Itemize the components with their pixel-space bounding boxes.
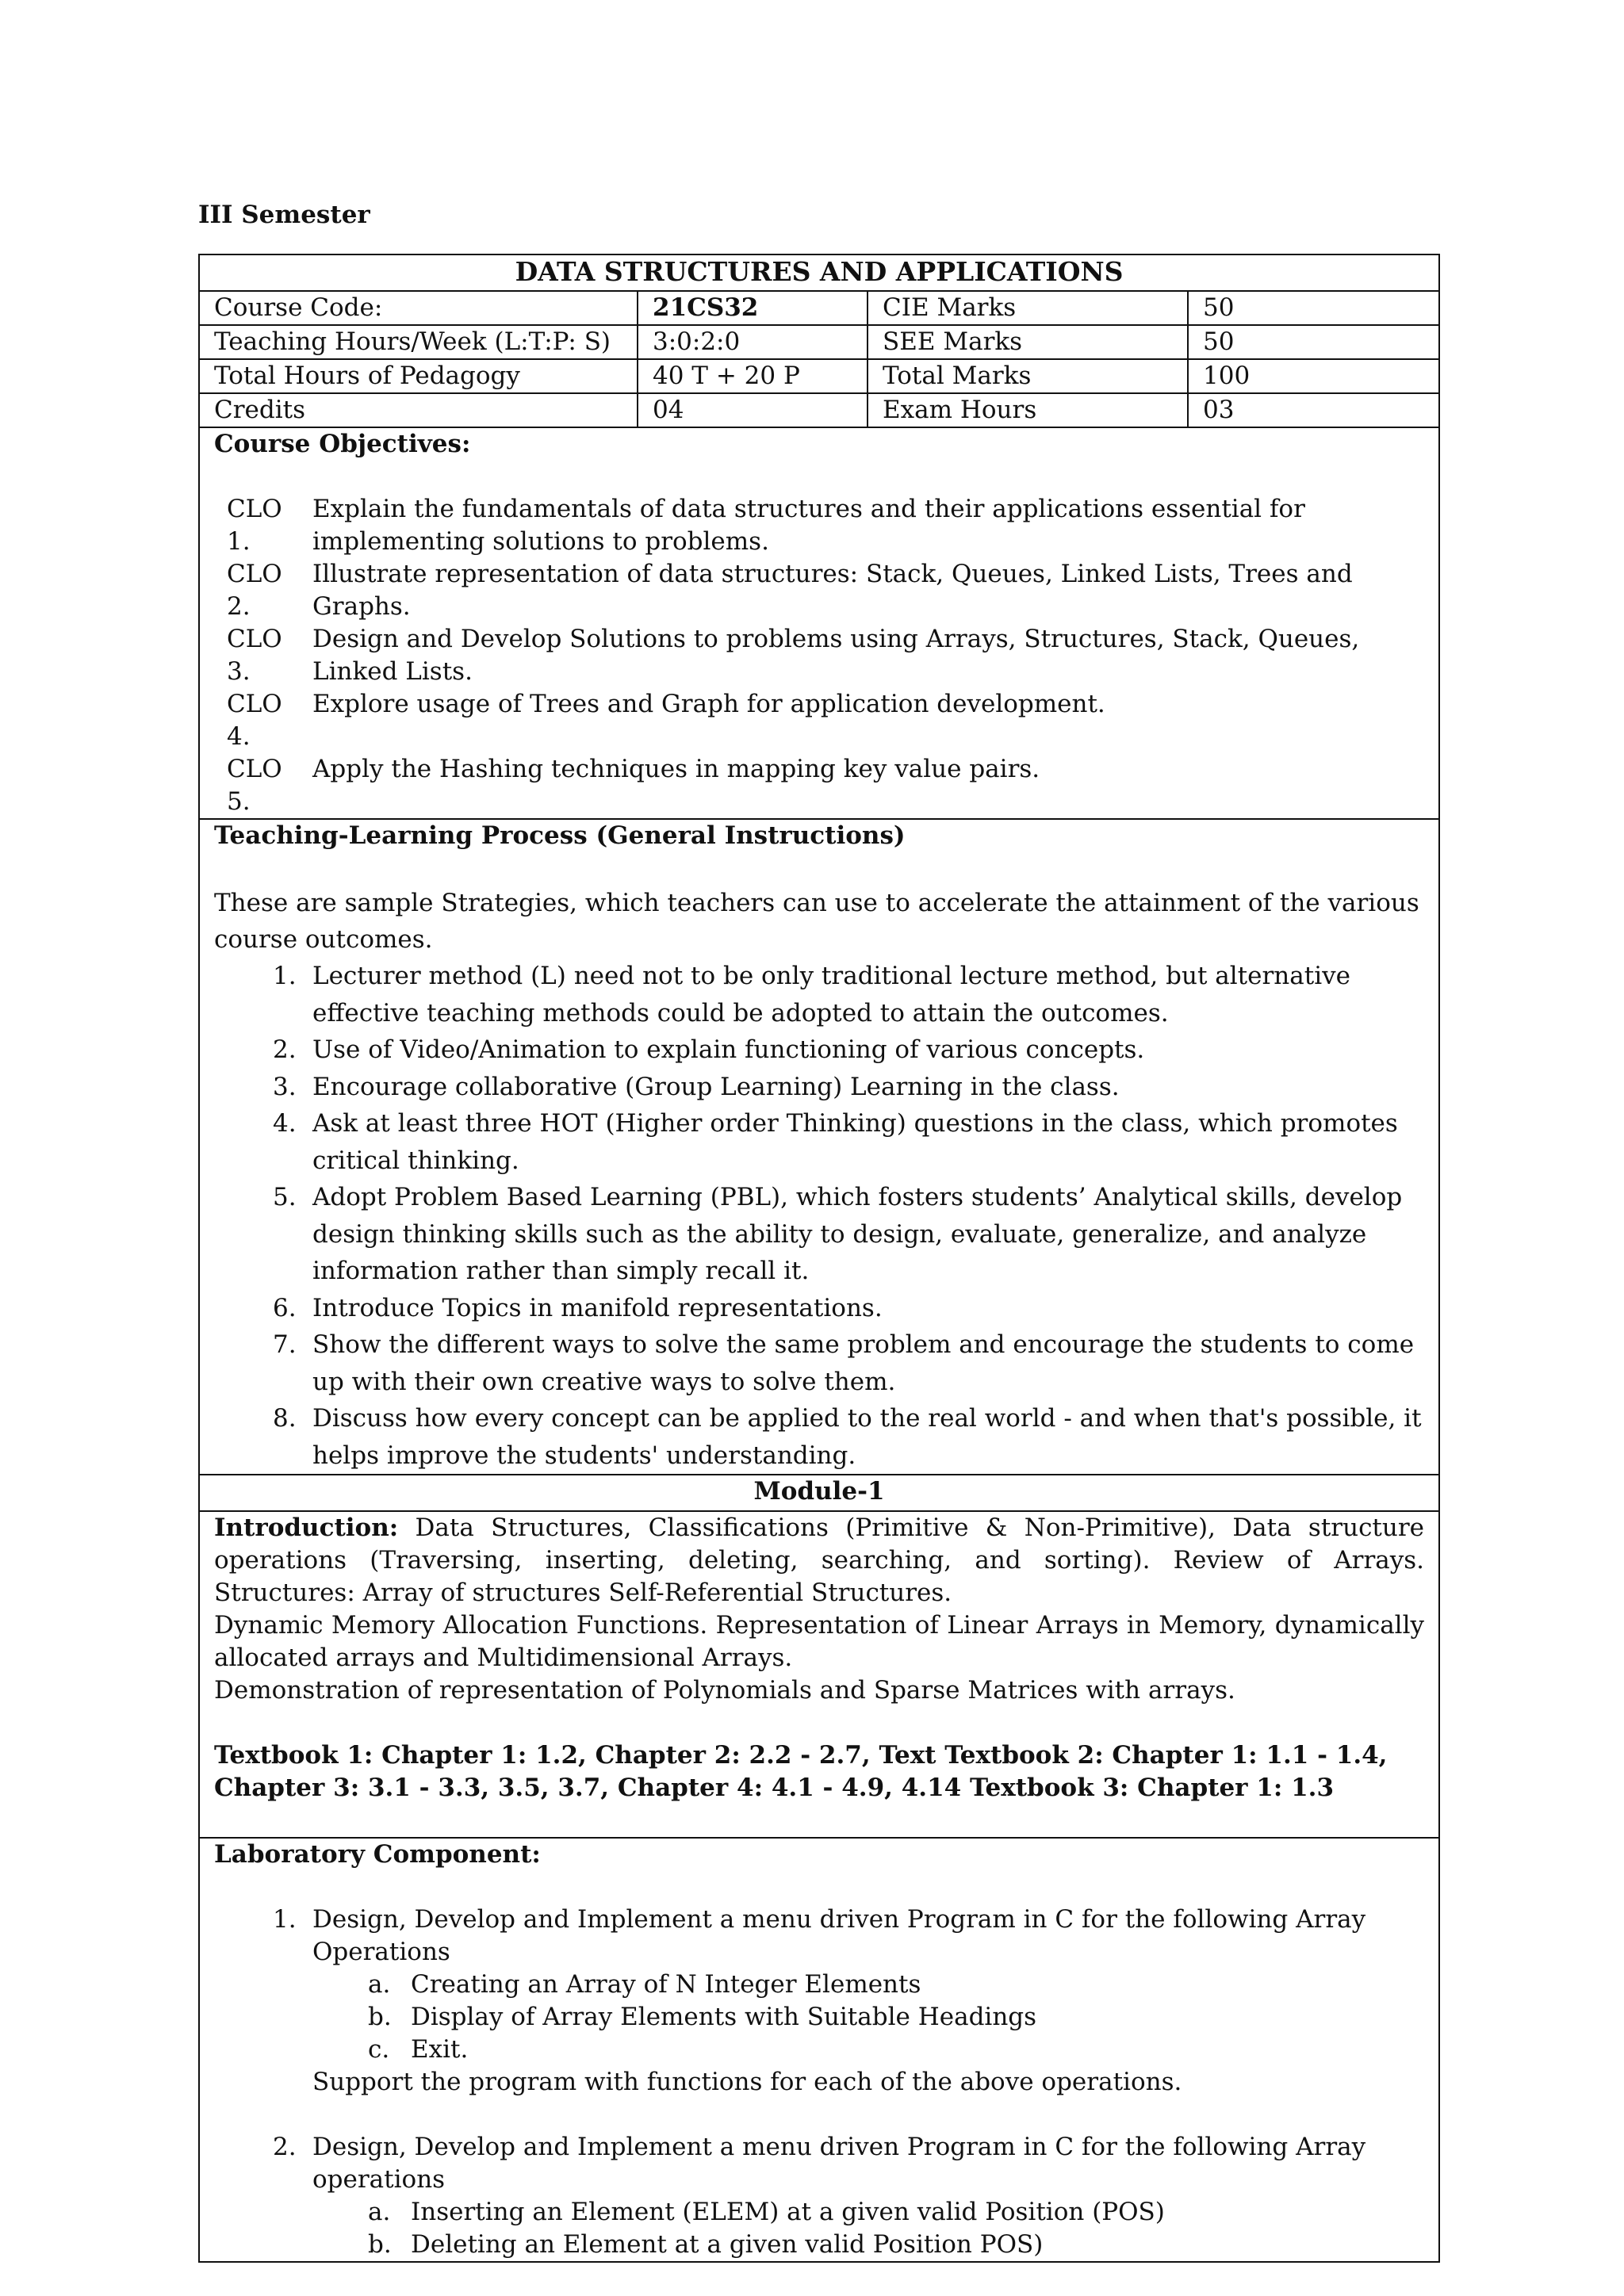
list-item bbox=[214, 958, 1424, 1031]
item-text: Lecturer method (L) need not to be only traditional lecture method, but alternative effective teaching methods could be adopted to attain the outcomes. bbox=[312, 962, 1350, 1027]
course-title: DATA STRUCTURES AND APPLICATIONS bbox=[199, 254, 1439, 291]
teaching-list bbox=[214, 958, 1424, 1474]
info-label: Course Code: bbox=[199, 291, 638, 325]
teaching-cell bbox=[199, 819, 1439, 1475]
list-item bbox=[227, 623, 1424, 688]
list-item bbox=[214, 1400, 1424, 1474]
info-value: 3:0:2:0 bbox=[638, 325, 868, 359]
list-item bbox=[214, 1179, 1424, 1290]
list-item bbox=[214, 1326, 1424, 1400]
info-label: SEE Marks bbox=[868, 325, 1188, 359]
sub-text: Inserting an Element (ELEM) at a given valid Position (POS) bbox=[411, 2198, 1165, 2226]
list-item bbox=[214, 1904, 1424, 2099]
info-label: Total Hours of Pedagogy bbox=[199, 359, 638, 393]
list-item bbox=[214, 1105, 1424, 1179]
info-value: 03 bbox=[1188, 393, 1439, 427]
item-text: Design, Develop and Implement a menu driven Program in C for the following Array Operations bbox=[312, 1905, 1366, 1966]
item-text: Use of Video/Animation to explain functioning of various concepts. bbox=[312, 1035, 1145, 1064]
info-value: 50 bbox=[1188, 291, 1439, 325]
clo-text: Explain the fundamentals of data structures and their applications essential for implementing solutions to problems. bbox=[312, 495, 1305, 556]
item-number: 2. bbox=[273, 2133, 297, 2161]
sub-text: Creating an Array of N Integer Elements bbox=[411, 1970, 921, 1999]
sub-item bbox=[368, 2034, 1424, 2066]
item-number: 2. bbox=[273, 1035, 297, 1064]
item-number: 8. bbox=[273, 1404, 297, 1433]
item-number: 6. bbox=[273, 1293, 297, 1322]
info-label: CIE Marks bbox=[868, 291, 1188, 325]
clo-text: Explore usage of Trees and Graph for application development. bbox=[312, 690, 1105, 718]
sub-text: Display of Array Elements with Suitable Headings bbox=[411, 2003, 1037, 2031]
info-row bbox=[199, 291, 1439, 325]
semester-label: III Semester bbox=[198, 201, 370, 229]
item-note: Support the program with functions for each of the above operations. bbox=[312, 2068, 1182, 2096]
module-1-content bbox=[199, 1511, 1439, 1838]
lab-list bbox=[214, 1904, 1424, 2261]
course-code-value: 21CS32 bbox=[638, 291, 868, 325]
info-label: Total Marks bbox=[868, 359, 1188, 393]
clo-label: CLO 4. bbox=[227, 690, 282, 751]
item-number: 5. bbox=[273, 1183, 297, 1211]
sub-label: c. bbox=[368, 2035, 390, 2064]
item-number: 4. bbox=[273, 1109, 297, 1138]
sub-text: Deleting an Element at a given valid Position POS) bbox=[411, 2230, 1044, 2259]
sub-label: a. bbox=[368, 2198, 391, 2226]
clo-label: CLO 2. bbox=[227, 560, 282, 621]
item-text: Show the different ways to solve the same problem and encourage the students to come up with their own creative ways to solve them. bbox=[312, 1330, 1415, 1396]
sub-item bbox=[368, 2229, 1424, 2261]
sub-label: a. bbox=[368, 1970, 391, 1999]
clo-text: Illustrate representation of data structures: Stack, Queues, Linked Lists, Trees and Graphs. bbox=[312, 560, 1353, 621]
info-row bbox=[199, 393, 1439, 427]
clo-label: CLO 5. bbox=[227, 755, 282, 816]
item-number: 1. bbox=[273, 962, 297, 990]
module-paragraph: Demonstration of representation of Polynomials and Sparse Matrices with arrays. bbox=[214, 1676, 1235, 1705]
lab-cell bbox=[199, 1838, 1439, 2262]
intro-text: Data Structures, Classifications (Primitive & Non-Primitive), Data structure operations (Traversing, inserting, deleting, searching, and sorting). Review of Arrays. Structures: Array of structures Self-Referential Structures. bbox=[214, 1513, 1425, 1607]
objectives-heading: Course Objectives: bbox=[214, 430, 471, 458]
item-number: 7. bbox=[273, 1330, 297, 1359]
list-item bbox=[227, 493, 1424, 558]
clo-text: Design and Develop Solutions to problems using Arrays, Structures, Stack, Queues, Linked Lists. bbox=[312, 625, 1360, 686]
info-value: 40 T + 20 P bbox=[638, 359, 868, 393]
item-text: Encourage collaborative (Group Learning) Learning in the class. bbox=[312, 1072, 1120, 1101]
objectives-cell bbox=[199, 427, 1439, 819]
item-text: Adopt Problem Based Learning (PBL), which fosters students’ Analytical skills, develop design thinking skills such as the ability to design, evaluate, generalize, and analyze information rather than simply recall it. bbox=[312, 1183, 1403, 1285]
item-text: Introduce Topics in manifold representations. bbox=[312, 1293, 883, 1322]
info-value: 04 bbox=[638, 393, 868, 427]
info-label: Exam Hours bbox=[868, 393, 1188, 427]
module-1-heading: Module-1 bbox=[199, 1475, 1439, 1511]
item-number: 1. bbox=[273, 1905, 297, 1934]
sub-list bbox=[312, 1969, 1424, 2066]
info-label: Teaching Hours/Week (L:T:P: S) bbox=[199, 325, 638, 359]
sub-label: b. bbox=[368, 2230, 392, 2259]
list-item bbox=[227, 558, 1424, 623]
item-text: Ask at least three HOT (Higher order Thinking) questions in the class, which promotes critical thinking. bbox=[312, 1109, 1398, 1175]
sub-item bbox=[368, 2196, 1424, 2229]
textbook-refs: Textbook 1: Chapter 1: 1.2, Chapter 2: 2.2 - 2.7, Text Textbook 2: Chapter 1: 1.1 - 1.4, bbox=[214, 1741, 1388, 1770]
sub-label: b. bbox=[368, 2003, 392, 2031]
objectives-list bbox=[214, 493, 1424, 818]
info-row bbox=[199, 325, 1439, 359]
syllabus-table bbox=[198, 254, 1440, 2263]
sub-item bbox=[368, 2001, 1424, 2034]
teaching-intro: These are sample Strategies, which teachers can use to accelerate the attainment of the various course outcomes. bbox=[214, 889, 1419, 954]
clo-label: CLO 1. bbox=[227, 495, 282, 556]
list-item bbox=[214, 1069, 1424, 1106]
info-value: 50 bbox=[1188, 325, 1439, 359]
intro-label: Introduction: bbox=[214, 1513, 399, 1542]
list-item bbox=[214, 2131, 1424, 2261]
item-number: 3. bbox=[273, 1072, 297, 1101]
teaching-heading: Teaching-Learning Process (General Instructions) bbox=[214, 821, 906, 850]
textbook-refs: Chapter 3: 3.1 - 3.3, 3.5, 3.7, Chapter 4: 4.1 - 4.9, 4.14 Textbook 3: Chapter 1: 1.3 bbox=[214, 1774, 1335, 1802]
lab-heading: Laboratory Component: bbox=[214, 1840, 541, 1869]
module-intro-paragraph bbox=[214, 1512, 1424, 1609]
list-item bbox=[227, 753, 1424, 818]
info-value: 100 bbox=[1188, 359, 1439, 393]
info-label: Credits bbox=[199, 393, 638, 427]
list-item bbox=[227, 688, 1424, 753]
item-text: Discuss how every concept can be applied to the real world - and when that's possible, it helps improve the students' understanding. bbox=[312, 1404, 1422, 1470]
item-text: Design, Develop and Implement a menu driven Program in C for the following Array operations bbox=[312, 2133, 1366, 2194]
list-item bbox=[214, 1290, 1424, 1327]
list-item bbox=[214, 1031, 1424, 1069]
sub-list bbox=[312, 2196, 1424, 2261]
info-row bbox=[199, 359, 1439, 393]
sub-text: Exit. bbox=[411, 2035, 469, 2064]
clo-text: Apply the Hashing techniques in mapping key value pairs. bbox=[312, 755, 1040, 783]
clo-label: CLO 3. bbox=[227, 625, 282, 686]
sub-item bbox=[368, 1969, 1424, 2001]
module-paragraph: Dynamic Memory Allocation Functions. Representation of Linear Arrays in Memory, dynamically allocated arrays and Multidimensional Arrays. bbox=[214, 1611, 1425, 1672]
